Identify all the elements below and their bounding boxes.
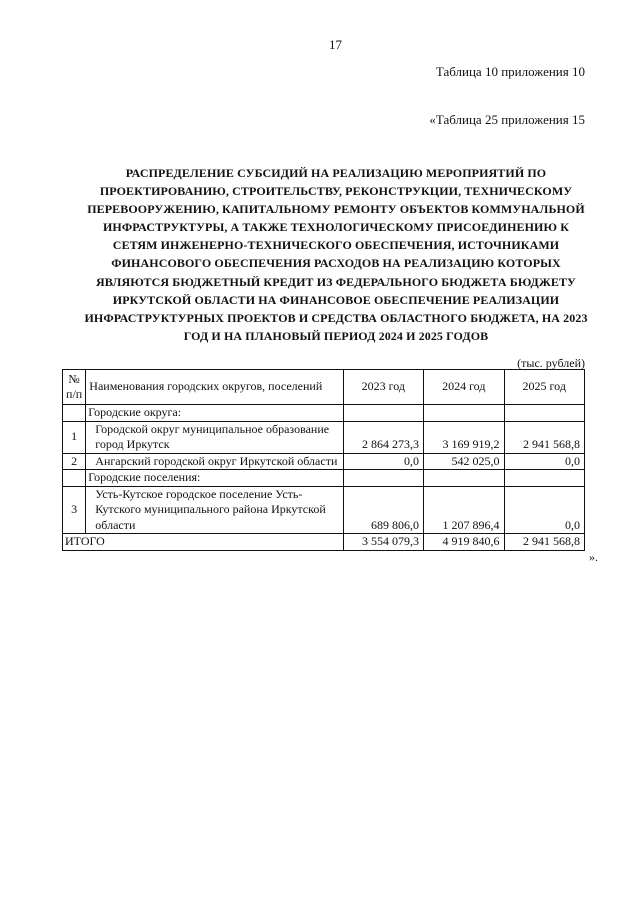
value-2025: 0,0	[504, 486, 585, 534]
total-2025: 2 941 568,8	[504, 534, 585, 551]
value-2025: 2 941 568,8	[504, 421, 585, 453]
value-2024: 1 207 896,4	[424, 486, 504, 534]
total-label: ИТОГО	[63, 534, 344, 551]
value-2025: 0,0	[504, 453, 585, 470]
table-total-row	[63, 534, 585, 551]
group-num-cell	[63, 470, 86, 487]
total-2023: 3 554 079,3	[343, 534, 423, 551]
page-number: 17	[329, 37, 342, 52]
group-num-cell	[63, 405, 86, 422]
units-label: (тыс. рублей)	[517, 356, 585, 370]
table-group-row	[63, 405, 585, 422]
row-number: 2	[63, 453, 86, 470]
header-2024: 2024 год	[424, 370, 504, 405]
row-name: Ангарский городской округ Иркутской области	[86, 453, 343, 470]
group-label-urban-settlements: Городские поселения:	[86, 470, 343, 487]
table-row	[63, 453, 585, 470]
group-label-urban-districts: Городские округа:	[86, 405, 343, 422]
empty-cell	[504, 405, 585, 422]
value-2024: 542 025,0	[424, 453, 504, 470]
header-number: № п/п	[63, 370, 86, 405]
closing-quote-mark: ».	[589, 550, 598, 564]
header-2023: 2023 год	[343, 370, 423, 405]
empty-cell	[343, 405, 423, 422]
row-name: Усть-Кутское городское поселение Усть-Кутского муниципального района Иркутской области	[86, 486, 343, 534]
empty-cell	[343, 470, 423, 487]
empty-cell	[424, 405, 504, 422]
value-2023: 2 864 273,3	[343, 421, 423, 453]
table-group-row	[63, 470, 585, 487]
value-2023: 0,0	[343, 453, 423, 470]
table-header-row	[63, 370, 585, 405]
value-2023: 689 806,0	[343, 486, 423, 534]
header-2025: 2025 год	[504, 370, 585, 405]
subsidy-distribution-table	[62, 369, 585, 551]
table-row	[63, 486, 585, 534]
table-reference: Таблица 10 приложения 10	[435, 64, 585, 79]
header-name: Наименования городских округов, поселений	[86, 370, 343, 405]
table-reference-appendix: «Таблица 25 приложения 15	[429, 112, 585, 127]
total-2024: 4 919 840,6	[424, 534, 504, 551]
table-row	[63, 421, 585, 453]
row-name: Городской округ муниципальное образование город Иркутск	[86, 421, 343, 453]
empty-cell	[424, 470, 504, 487]
document-title: РАСПРЕДЕЛЕНИЕ СУБСИДИЙ НА РЕАЛИЗАЦИЮ МЕРОПРИЯТИЙ ПО ПРОЕКТИРОВАНИЮ, СТРОИТЕЛЬСТВУ, РЕКОНСТРУКЦИИ, ТЕХНИЧЕСКОМУ ПЕРЕВООРУЖЕНИЮ, КАПИТАЛЬНОМУ РЕМОНТУ ОБЪЕКТОВ КОММУНАЛЬНОЙ ИНФРАСТРУКТУРЫ, А ТАКЖЕ ТЕХНОЛОГИЧЕСКОМУ ПРИСОЕДИНЕНИЮ К СЕТЯМ ИНЖЕНЕРНО-ТЕХНИЧЕСКОГО ОБЕСПЕЧЕНИЯ, ИСТОЧНИКАМИ ФИНАНСОВОГО ОБЕСПЕЧЕНИЯ РАСХОДОВ НА РЕАЛИЗАЦИЮ КОТОРЫХ ЯВЛЯЮТСЯ БЮДЖЕТНЫЙ КРЕДИТ ИЗ ФЕДЕРАЛЬНОГО БЮДЖЕТА БЮДЖЕТУ ИРКУТСКОЙ ОБЛАСТИ НА ФИНАНСОВОЕ ОБЕСПЕЧЕНИЕ РЕАЛИЗАЦИИ ИНФРАСТРУКТУРНЫХ ПРОЕКТОВ И СРЕДСТВА ОБЛАСТНОГО БЮДЖЕТА, НА 2023 ГОД И НА ПЛАНОВЫЙ ПЕРИОД 2024 И 2025 ГОДОВ	[84, 166, 588, 343]
row-number: 3	[63, 486, 86, 534]
empty-cell	[504, 470, 585, 487]
value-2024: 3 169 919,2	[424, 421, 504, 453]
row-number: 1	[63, 421, 86, 453]
